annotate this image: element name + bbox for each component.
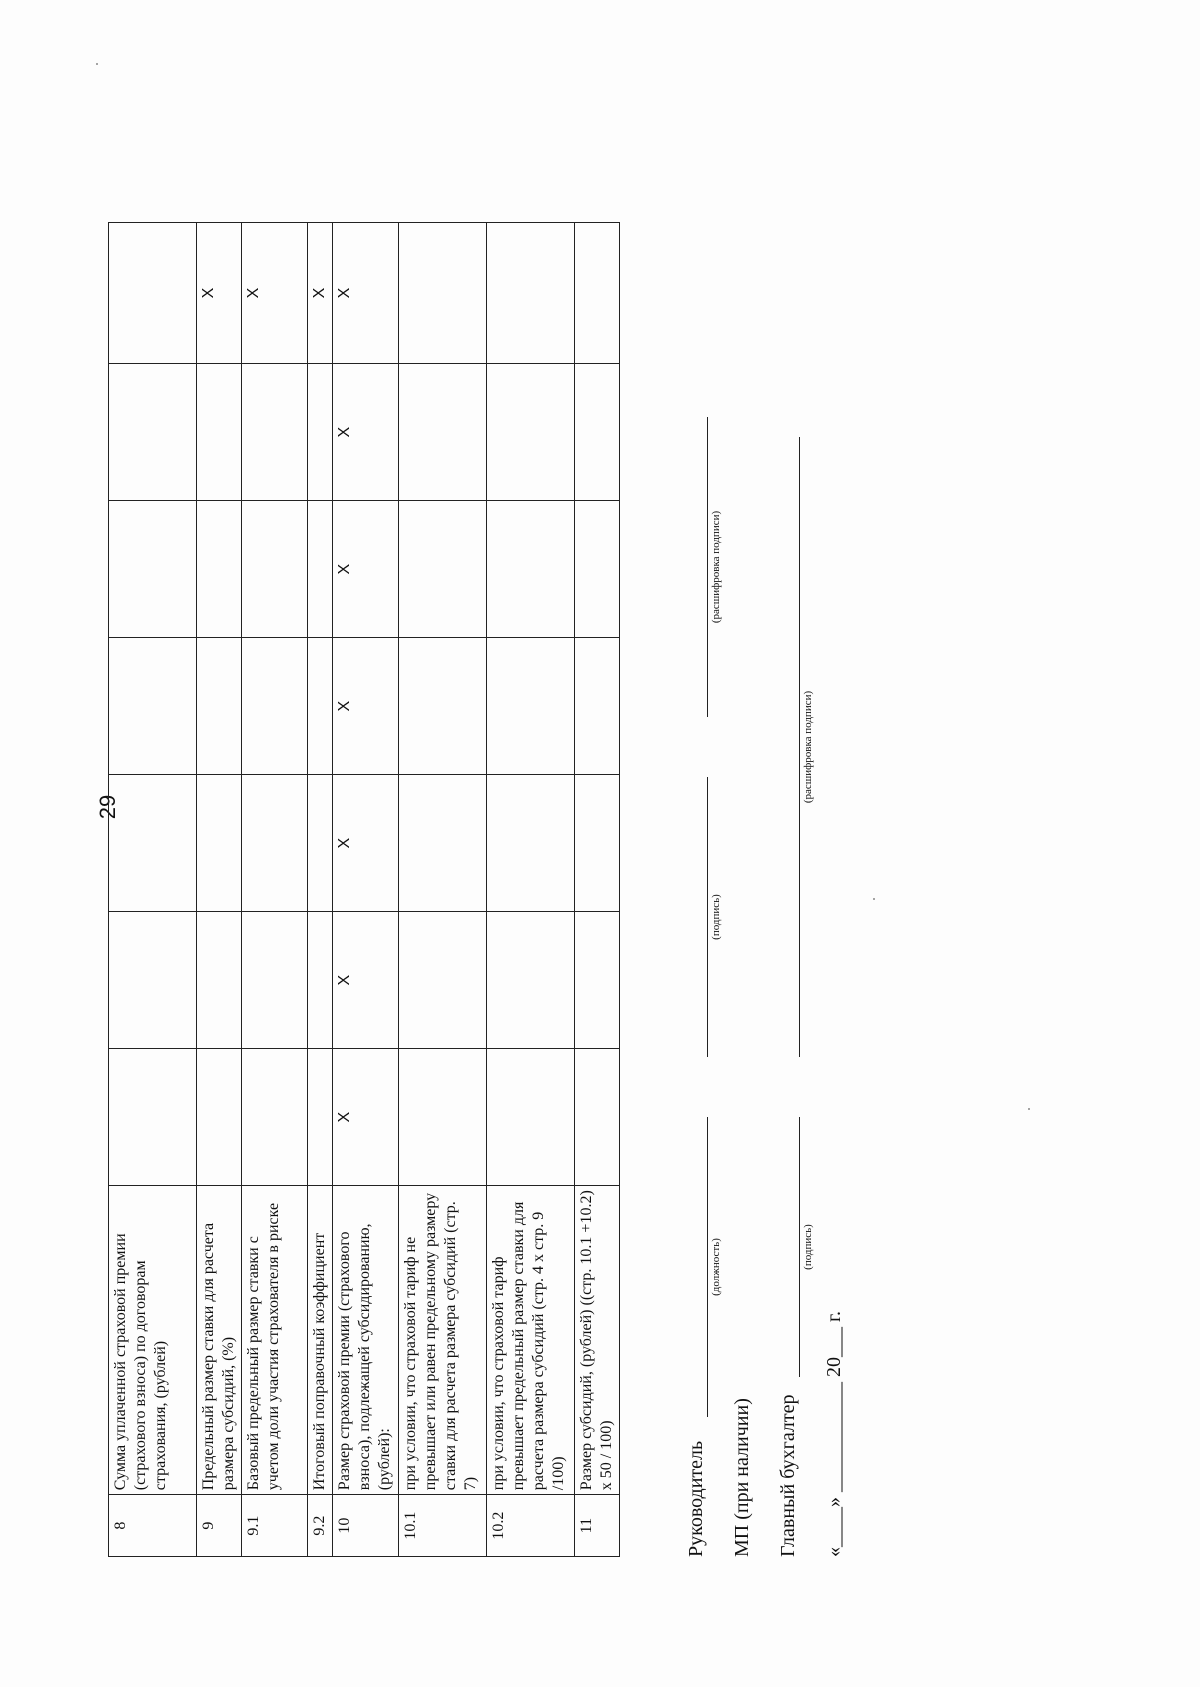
value-cell <box>197 912 242 1049</box>
row-description: Размер субсидий, (рублей) ((стр. 10.1 +10.2) х 50 / 100) <box>575 1186 620 1495</box>
row-number: 10.1 <box>399 1495 487 1557</box>
value-cell <box>109 775 197 912</box>
value-cell <box>197 638 242 775</box>
table-row <box>575 223 620 1557</box>
value-cell <box>308 501 333 638</box>
rotated-form <box>108 222 845 1557</box>
head-label: Руководитель <box>685 1440 707 1557</box>
value-cell <box>242 638 308 775</box>
position-line <box>706 1117 708 1417</box>
accountant-sig-caption: (подпись) <box>802 1224 814 1270</box>
value-cell <box>575 775 620 912</box>
scan-speck <box>873 898 875 900</box>
value-cell <box>399 1049 487 1186</box>
value-cell <box>487 775 575 912</box>
row-number: 11 <box>575 1495 620 1557</box>
value-cell <box>242 501 308 638</box>
value-cell: X <box>333 775 399 912</box>
value-cell <box>575 912 620 1049</box>
accountant-decode-caption: (расшифровка подписи) <box>802 690 814 804</box>
form-table-body <box>109 223 620 1557</box>
value-cell <box>308 912 333 1049</box>
value-cell: X <box>333 638 399 775</box>
value-cell: X <box>333 501 399 638</box>
value-cell <box>308 1049 333 1186</box>
table-row <box>487 223 575 1557</box>
value-cell: X <box>308 223 333 364</box>
value-cell <box>575 638 620 775</box>
value-cell <box>399 775 487 912</box>
scan-speck <box>1028 1108 1030 1110</box>
row-description: при условии, что страховой тариф не превышает или равен предельному размеру ставки для расчета размера субсидий (стр. 7) <box>399 1186 487 1495</box>
value-cell <box>399 223 487 364</box>
value-cell <box>399 638 487 775</box>
value-cell <box>487 501 575 638</box>
row-number: 9.1 <box>242 1495 308 1557</box>
page-number: 29 <box>95 794 120 820</box>
value-cell <box>399 364 487 501</box>
stamp-row <box>716 222 762 1557</box>
stamp-label: МП (при наличии) <box>731 1398 753 1557</box>
value-cell <box>109 364 197 501</box>
table-row <box>197 223 242 1557</box>
value-cell <box>575 364 620 501</box>
row-description: при условии, что страховой тариф превышает предельный размер ставки для расчета размера субсидий (стр. 4 х стр. 9 /100) <box>487 1186 575 1495</box>
value-cell <box>487 912 575 1049</box>
signature-block <box>670 222 854 1557</box>
value-cell: X <box>333 364 399 501</box>
value-cell: X <box>333 223 399 364</box>
accountant-decode-line <box>798 437 800 1057</box>
accountant-sig-line <box>798 1117 800 1377</box>
value-cell <box>575 501 620 638</box>
table-row <box>242 223 308 1557</box>
value-cell <box>197 364 242 501</box>
value-cell <box>242 1049 308 1186</box>
value-cell <box>197 1049 242 1186</box>
value-cell <box>308 364 333 501</box>
value-cell <box>109 1049 197 1186</box>
value-cell <box>109 638 197 775</box>
row-description: Базовый предельный размер ставки с учетом доли участия страхователя в риске <box>242 1186 308 1495</box>
value-cell <box>308 775 333 912</box>
row-number: 8 <box>109 1495 197 1557</box>
value-cell <box>487 1049 575 1186</box>
row-number: 10 <box>333 1495 399 1557</box>
head-signature-row <box>670 222 722 1557</box>
signature-line <box>706 777 708 1057</box>
value-cell: X <box>242 223 308 364</box>
row-number: 9.2 <box>308 1495 333 1557</box>
row-description: Сумма уплаченной страховой премии (страхового взноса) по договорам страхования, (рублей) <box>109 1186 197 1495</box>
value-cell <box>242 775 308 912</box>
value-cell <box>399 501 487 638</box>
date-row <box>808 222 854 1557</box>
table-row <box>399 223 487 1557</box>
value-cell <box>399 912 487 1049</box>
value-cell <box>487 364 575 501</box>
value-cell <box>575 1049 620 1186</box>
row-number: 10.2 <box>487 1495 575 1557</box>
value-cell <box>109 912 197 1049</box>
form-table <box>108 222 620 1557</box>
accountant-label: Главный бухгалтер <box>777 1394 799 1557</box>
value-cell <box>487 223 575 364</box>
value-cell: X <box>197 223 242 364</box>
scan-speck <box>96 63 98 65</box>
value-cell: X <box>333 912 399 1049</box>
row-description: Размер страховой премии (страхового взноса), подлежащей субсидированию,(рублей): <box>333 1186 399 1495</box>
value-cell <box>487 638 575 775</box>
value-cell <box>242 364 308 501</box>
signature-caption: (подпись) <box>710 894 722 940</box>
value-cell <box>109 501 197 638</box>
value-cell <box>197 775 242 912</box>
table-row <box>333 223 399 1557</box>
value-cell <box>197 501 242 638</box>
value-cell: X <box>333 1049 399 1186</box>
value-cell <box>575 223 620 364</box>
value-cell <box>242 912 308 1049</box>
row-description: Предельный размер ставки для расчета размера субсидий, (%) <box>197 1186 242 1495</box>
value-cell <box>109 223 197 364</box>
position-caption: (должность) <box>710 1238 722 1296</box>
row-description: Итоговый поправочный коэффициент <box>308 1186 333 1495</box>
table-row <box>308 223 333 1557</box>
date-line: «____» ___________ 20___ г. <box>823 1311 845 1557</box>
decode-caption: (расшифровка подписи) <box>710 510 722 624</box>
row-number: 9 <box>197 1495 242 1557</box>
table-row <box>109 223 197 1557</box>
decode-line <box>706 417 708 717</box>
value-cell <box>308 638 333 775</box>
accountant-signature-row <box>762 222 814 1557</box>
